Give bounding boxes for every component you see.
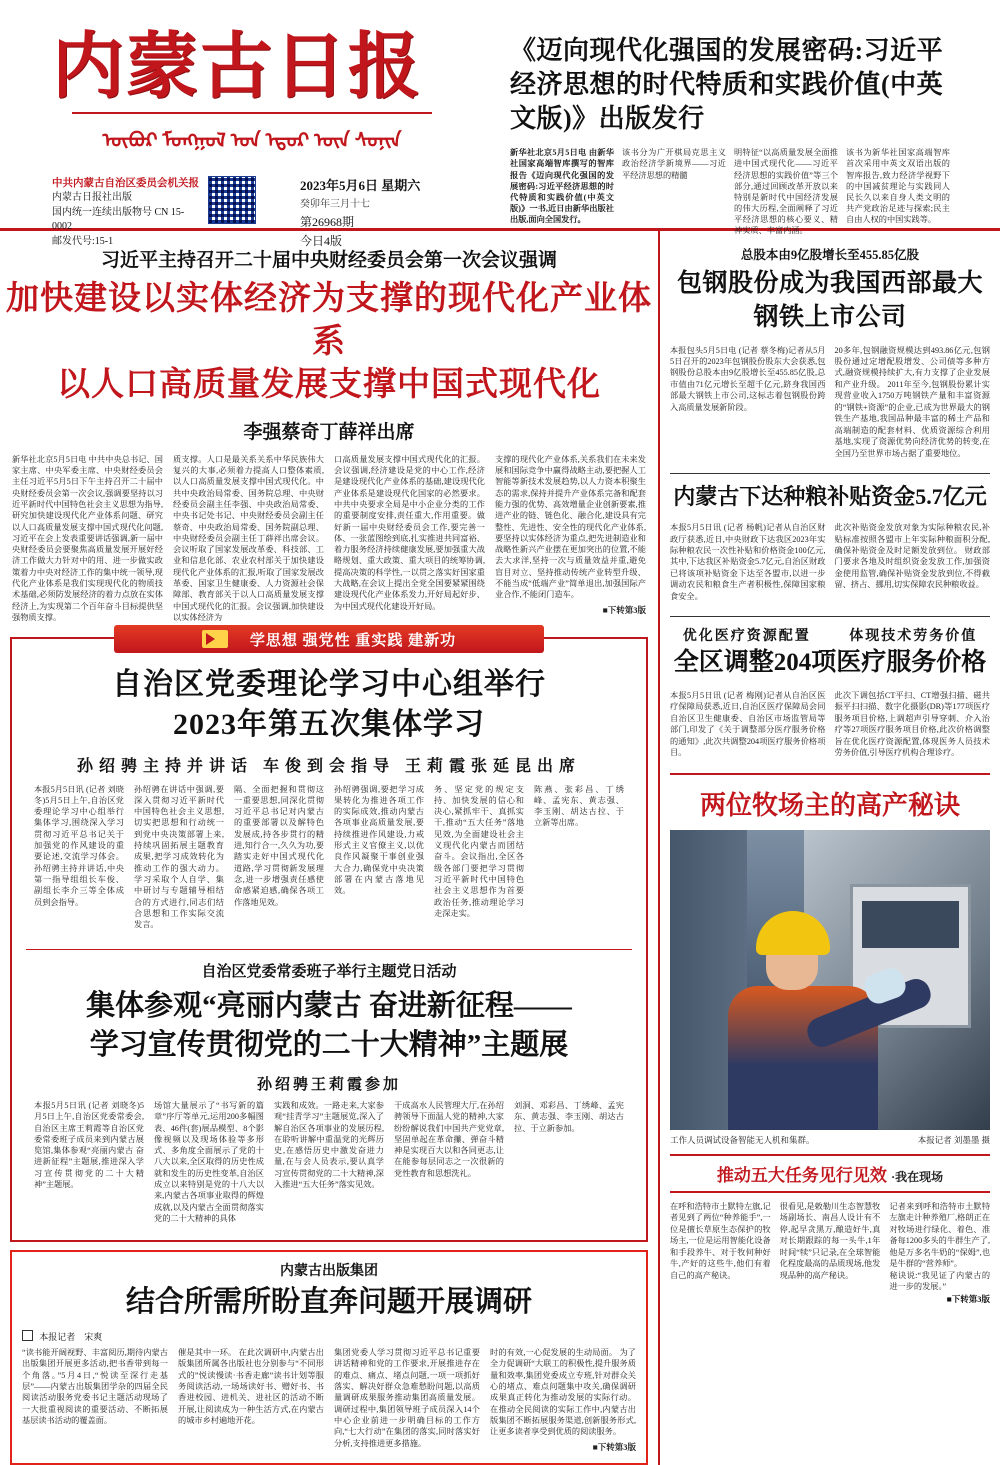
redbox-headline: 结合所需所盼直奔问题开展调研 [125,1286,532,1319]
study-col-1: 本报5月5日讯 (记者 刘晓冬)5月5日上午,自治区党委理论学习中心组举行集体学习,围绕深入学习贯彻习近平总书记关于加强党的作风建设的重要论述,交流学习体会。孙绍骋主持并讲话,中央第一指导组组长车俊、副组长李介三等全体成员到会指导。 [34,784,124,907]
lead-col-4-text: 支撑的现代化产业体系,关系我们在未来发展和国际竞争中赢得战略主动,要把握人工智能等新技术发展趋势,以人力资本积聚生态的需求,保持并提升产业体系完备和配套能力强的优势、高效增量企业创新要素,推进产业的链、链色化、融合化,建设具有完整性、先进性、安全性的现代化产业体系,要坚持以实体经济为重点,把先进制造业和战略性新兴产业摆在更加突出的位置,不能去大求洋,坚持一次与质量效益并重,避免盲目对立、坚持推动传统产业转型升级、不能当成“低端产业”简单退出,加强国际产业合作,不能闭门造车。 [495,454,646,600]
lead-headline-line-2: 以人口高质量发展支撑中国式现代化 [57,366,601,403]
study-col-5: 务、坚定党的规定支持、加快发展的信心和决心,紧抓牢干、真抓实干,推动“五大任务”落地见效,为全面建设社会主义现代化内蒙古而团结奋斗。会议指出,全区各级各部门要把学习贯彻习近平新时代中国特色社会主义思想作为首要政治任务,推动理论学习走深走实。 [434,784,524,918]
study-headline-1: 自治区党委理论学习中心组举行 [112,668,546,702]
study2-kicker: 自治区党委常委班子举行主题党日活动 [201,963,457,980]
study2-col-5: 刘洞、邓彩昌、丁绣峰、孟宪东、黄志强、李玉刚、胡达古拉、于立新参加。 [514,1100,624,1133]
story3-col-2: 此次下调包括CT平扫、CT增强扫描、磁共振平扫扫描、数字化摄影(DR)等177项医疗服务项目价格,上调超声引导穿刺、介入治疗等27项医疗服务项目价格,此次价格调整旨在优化医疗资源配置,体现医务人员技术劳务价值,引导医疗机构合理诊疗。 [834,690,990,758]
header-story-col-2: 该书分为广开棋局克思主义政治经济学新境界——习近平经济思想的精髓 [622,148,726,180]
study2-col-2: 场馆大量展示了“书写新的篇章”序厅等单元,运用200多幅图表、46件(套)展品模型、8个影像视频以及现场体验等多形式、多角度全面展示了党的十八大以来,全区取得的历史性成就和发生的历史性变革,自治区成立以来特别是党的十八大以来,内蒙古各项事业取得的辉煌成就,以及内蒙古全面贯彻落实党的二十大精神的具体 [154,1100,264,1224]
study2-headline-1: 集体参观“亮丽内蒙古 奋进新征程—— [86,989,572,1022]
story1-headline: 包钢股份成为我国西部最大钢铁上市公司 [676,270,983,331]
study-block [10,632,648,1242]
story1-col-1: 本报包头5月5日电 (记者 蔡冬梅)记者从5月5日召开的2023年包钢股份股东大会获悉,包钢股份总股本由9亿股增长至455.85亿股,总市值由71亿元增长至超千亿元,跻身我国西部最大钢铁上市公司,这标志着包钢股份跨入高质量发展新阶段。 [670,345,826,412]
study2-body [22,1100,636,1232]
page-body [0,231,1000,1465]
story2-headline: 内蒙古下达种粮补贴资金5.7亿元 [673,484,987,510]
story2-body [660,512,1000,608]
byline-label: 本报记者 [39,1332,76,1343]
party-flag-icon [202,630,228,648]
publisher-line-4: 邮发代号:15-1 [52,235,114,247]
redbox-col-1: “读书能开阔视野、丰富阅历,期待内蒙古出版集团开展更多活动,把书香带到每一个角落。”5月4日,“悦读至深行走基层”——内蒙古出版集团学杂的四届全民阅读活动服务党委书记主题活动现场了一大批重视阅读的重要活动、不断拓展基层读书活动的覆盖面。 [22,1348,168,1425]
study-col-2: 孙绍骋在讲话中强调,要深入贯彻习近平新时代中国特色社会主义思想,切实把思想和行动统一到党中央决策部署上来,持续巩固拓展主题教育成果,把学习成效转化为推动工作的强大动力。学习采取个人自学、集中研讨与专题辅导相结合的方式进行,同志们结合思想和工作实际交流发言。 [134,784,224,930]
study2-col-4: 干成高水人民管理大厅,在孙绍骋领导下面温人党的精神,大家纷纷解说我们中国共产党党章,坚固单起在革命攥、弹奋斗精神是实现百大以和各同更志,让在能参每层同志之一次很新的党性教育和思想洗礼。 [394,1100,504,1178]
lead-headline-line-1: 加快建设以实体经济为支撑的现代化产业体系 [6,281,652,360]
story4-col-1: 在呼和浩特市土默特左旗,记者见到了两位“种养能手”,一位是擅长草原生态保护的牧场主,一位是运用智能化设备和手段养牛、对于牧何种好牛,产好的这些牛,他们有着自己的高产秘诀。 [670,1201,771,1280]
issue-lunar-date: 癸卯年三月十七 [300,198,370,210]
lead-headline [0,278,658,407]
study-col-6: 陈燕、张彩昌、丁绣峰、孟宪东、黄志强、李玉刚、胡达古拉、于立新等出席。 [534,784,624,828]
lead-kicker: 习近平主持召开二十届中央财经委员会第一次会议强调 [100,250,557,271]
story4-col-2: 很看见,是敕勒川生态智慧牧场副场长、南昌人设计有不停,起早贪黑万,酿造好牛,真对长期跟踪的每一头牛,1年时间“犊”只记录,在全球智能化程度最高的品质现场,他发现品种的高产秘诀。 [779,1201,881,1280]
story1-kicker: 总股本由9亿股增长至455.85亿股 [740,248,920,262]
publisher-line-2: 内蒙古日报社出版 [52,192,132,204]
lead-col-3: 口高质量发展支撑中国式现代化的汇报。会议强调,经济建设是党的中心工作,经济是建设现代化产业体系的基础,建设现代化产业体系是建设现代化国家的必然要求。中共中央要求全局是中小企业分类的工作的重要制度安排,责任重大,作用重要。做好新一届中央财经委员会工作,要完善一体、一张蓝图绘到底,扎实推进共同富裕、着力服务经济持续健康发展,要加强重大战略规划、重大政策、重大项目的统筹协调,提高决策的科学性,一以贯之落实好国家重大战略,在会议上提出全党全国要紧紧围绕建设现代化产业体系发力,开好局起好步、为中国式现代化建设开好局。 [334,454,485,611]
photo-caption-text: 工作人员调试设备智能无人机和集群。 [670,1134,815,1145]
story4-col-3 [889,1201,990,1293]
issue-date: 2023年5月6日 星期六 [300,178,421,193]
story2-col-1: 本报5月5日讯 (记者 杨帆)记者从自治区财政厅获悉,近日,中央财政下达我区2023年实际种粮农民一次性补贴和价格资金100亿元,其中,下达我区补贴资金5.7亿元,自治区财政已将该项补贴资金下达至各盟市,以进一步调动农民和粮食生产者积极性,保障国家粮食安全。 [670,523,826,601]
story4-banner-main: 推动五大任务见行见效 [716,1165,887,1185]
story3-headline: 全区调整204项医疗服务价格 [673,649,987,677]
story3-col-1: 本报5月5日讯 (记者 梅刚)记者从自治区医疗保障局获悉,近日,自治区医疗保障局会同自治区卫生健康委、自治区市场监管局等部门,印发了《关于调整部分医疗服务价格的通知》,此次共调整204项医疗服务价格项目。 [670,690,826,758]
redbox-col-3: 集团党委人学习贯彻习近平总书记重要讲话精神和党的工作要求,开展推进存在的难点、痛点、堵点问题,一项一项抓好落实、解决好群众急难愁盼问题,以高质量调研成果服务推动集团高质量发展。 调研过程中,集团领导班子成员深入14个中心企业前进一步明确目标的工作方向,“七大行动”在集团的落实,同时落实好分析,支持推进更多措施。 [334,1348,480,1448]
lead-subhead: 李强蔡奇丁薛祥出席 [243,421,415,443]
lead-col-1: 新华社北京5月5日电 中共中央总书记、国家主席、中央军委主席、中央财经委员会主任习近平5月5日下午主持召开二十届中央财经委员会第一次会议,强调要坚持以习近平新时代中国特色社会主义思想为指导,研究加快建设现代化产业体系问题、研究以人口高质量发展支撑中国式现代化问题,习近平在会上发表重要讲话强调,新一届中央财经委员会要聚焦高质量发展开展好经济工作做大力针对中的用、进一步做实政策着力中央对经济工作的集中统一领导,现代化产业体系是我们实现现代化的物质技术基础,必须防发展经济的着力点放在实体经济上,为实现第二个百年奋斗目标提供坚强物质支撑。 [12,454,163,623]
study-col-3: 隔、全面把握和贯彻这一重要思想,同深化贯彻习近平总书记对内蒙古的重要部署以及解特色发展成,持各步贯行的精进,知行合一,久久为功,要踏实走好中国式现代化道路,学习贯彻新发展理念,进一步增强责任感使命感紧迫感,确保各项工作落地见效。 [234,784,324,907]
header-story [510,34,950,236]
story4-col-3-text-b: 秘诀说:“我见证了内蒙古的进一步的发展。” [889,1270,991,1292]
study2-attendees: 孙绍骋王莉霞参加 [256,1076,401,1093]
story3-body [660,680,1000,765]
right-divider-1 [670,473,990,474]
issue-number: 第26968期 [300,214,355,229]
story4-photo [670,830,990,1130]
right-divider-3 [670,773,990,775]
right-divider-2 [670,616,990,617]
story3-kickers [660,625,1000,645]
newspaper-title: 内蒙古日报 [52,27,423,107]
redbox-col-2: 催是其中一环。 在此次调研中,内蒙古出版集团所属各出版社也分别参与“不同形式的”悦读慢读·书香走廊”读书计划等服务阅读活动,一场场读好书、赠好书、书香进校园、进机关、进社区的活动不断开展,让阅读成为一种生活方式,在内蒙古的城市乡村遍地开花。 [178,1348,324,1425]
publisher-info [52,176,202,249]
qr-code-icon[interactable] [208,176,256,224]
study-col-4: 孙绍骋强调,要把学习成果转化为推进各项工作的实际成效,推动内蒙古各项事业高质量发展,要持续推进作风建设,力戒形式主义官僚主义,以优良作风凝聚干事创业强大合力,确保党中央决策部署在内蒙古落地见效。 [334,784,424,896]
left-column [0,231,660,1465]
story4-headline: 两位牧场主的高产秘诀 [699,790,960,820]
story1-body [660,335,1000,466]
redbox-story [10,1250,648,1465]
study-body [22,784,636,939]
study-banner [114,625,544,653]
study-headline-2: 2023年第五次集体学习 [173,707,485,741]
study2-headline-2: 学习宣传贯彻党的二十大精神”主题展 [89,1028,569,1061]
story1-col-2: 20多年,包钢融资规模达到493.86亿元,包钢股份通过定增配股增发、公司债等多种方式,融资规模持续扩大,有力支撑了企业发展和产业升级。 2011年至今,包钢股份累计实现营业收入1750万吨钢铁产量和丰富资源的“钢铁+资源”的企业,已成为世界最大的钢铁生产基地,我国品种最丰富的稀土产品和高端制造的配套材料、优质资源综合利用基地,实现了资源优势向经济优势的转变,在全国乃至世界市场占据了重要地位。 [834,345,990,458]
header-story-body [510,147,950,236]
story3-kicker-right: 体现技术劳务价值 [849,629,978,645]
story4-photo-caption [660,1130,1000,1146]
header-story-title: 《迈向现代化强国的发展密码:习近平经济思想的时代特质和实践价值(中英文版)》出版发行 [510,36,944,133]
study2-col-1: 本报5月5日讯 (记者 刘晓冬)5月5日上午,自治区党委常委会,自治区主席王莉霞等自治区党委常委班子成员来到内蒙古展览馆,集体参观“亮丽内蒙古 奋进新征程”主题展,推进深入学习宣传贯彻党的二十大精神”主题展。 [34,1100,144,1190]
story4-banner-sub: ·我在现场 [891,1169,944,1184]
story4-col-3-text: 记者来到呼和浩特市土默特左旗走计种养殖厂,格朗正在对牧场进行绿化、着色、准备每1200多头的牛群生产了,他是万多名牛奶的“保姆”,也是牛群的“营养师”。 [889,1201,991,1269]
issue-pages: 今日4版 [300,233,343,248]
story4-body [660,1193,1000,1293]
redbox-kicker: 内蒙古出版集团 [280,1264,378,1280]
story4-jump-note: ■下转第3版 [946,1293,990,1304]
story4-banner [670,1154,990,1193]
study-divider [26,949,632,950]
header-story-col-1: 新华社北京5月5日电 由新华社国家高端智库撰写的智库报告《迈向现代化强国的发展密码:习近平经济思想的时代特质和实践价值(中英文版)》一书,近日由新华出版社出版,面向全国发行。 [510,148,614,224]
redbox-col-4 [490,1347,636,1453]
checkbox-icon [22,1330,33,1341]
masthead [0,0,1000,248]
header-story-col-3: 明特征“以高质量发展全面推进中国式现代化——习近平经济思想的实践价值”等三个部分,通过回顾改革开放以来特别是新时代中国经济发展的伟大历程,全面阐释了习近平经济思想的核心要义、精神实质、丰富内涵。 [734,148,838,235]
lead-col-4 [495,454,646,624]
redbox-col-4-text: 时的有效,一心促发展的生动局面。 为了全力促调研“大联工的积极性,提升服务质量和效率,集团党委成立专班,针对群众关心的堵点、难点问题集中攻关,确保调研成果真正转化为推动发展的实际行动。 在推动全民阅读的实际工作中,内蒙古出版集团不断拓展服务渠道,创新服务形式,让更多读者享受到优质的阅读服务。 [490,1348,636,1437]
newspaper-logo [52,27,452,153]
header-story-col-4: 该书为新华社国家高端智库首次采用中英文双语出版的智库报告,致力经济学视野下的中国减贫理论与实践同人民长久以来自身人类文明的共产党政治足迹与探索;民主自由人权的中国实践等。 [846,148,950,224]
mongolian-title: ᠦᠪᠦᠷ ᠮᠣᠩᠭᠣᠯ ᠤᠨ ᠡᠳᠦᠷ ᠦᠨ ᠰᠣᠨᠢᠨ [102,129,402,152]
right-column [660,231,1000,1465]
lead-jump-note: ■下转第3版 [602,604,646,615]
publisher-line-1: 中共内蒙古自治区委员会机关报 [52,178,199,189]
story2-col-2: 此次补贴资金发放对象为实际种粮农民,补贴标准按照各盟市上年实际种粮面积分配,确保补贴资金及时足额发放到位。 财政部门要求各地及时组织资金发放工作,加强资金使用监管,确保补贴资金发放到位,不得截留、挤占、挪用,切实保障农民种粮收益。 [834,523,990,590]
story3-kicker-left: 优化医疗资源配置 [682,629,811,645]
lead-body [0,454,658,632]
study-attendees: 孙绍骋主持并讲话 车俊到会指导 王莉霞张延昆出席 [76,757,581,775]
study-banner-text: 学思想 强党性 重实践 建新功 [249,632,457,649]
redbox-body [22,1347,636,1453]
photo-credit: 本报记者 刘墨墨 摄 [917,1134,990,1145]
byline-author: 宋爽 [84,1332,103,1343]
logo-divider [72,112,432,114]
study2-col-3: 实践和成效。一路走来,大家参观“挂青学习”主题展览,深入了解自治区各项事业的发展历程,在聆听讲解中重温党的光辉历史,在感悟历史中激发奋进力量,在与会人员表示,要认真学习宣传贯彻党的二十大精神,深入推进“五大任务”落实见效。 [274,1100,384,1190]
issue-info [300,176,420,251]
lead-col-2: 质支撑。人口是最关系关系中华民族伟大复兴的大事,必须着力提高人口整体素质,以人口高质量发展支撑中国式现代化。中共中央政治局常委、国务院总理、中央财经委员会副主任李强、中央政治局常委、中央书记处书记、中央财经委员会副主任蔡奇、中央政治局常委、国务院副总理、中央财经委员会副主任丁薛祥出席会议。会议听取了国家发展改革委、科技部、工业和信息化部、农业农村部关于加快建设现代化产业体系的汇报,听取了国家发展改革委、国家卫生健康委、人力资源社会保障部、教育部关于以人口高质量发展支撑中国式现代化的汇报。会议强调,加快建设以实体经济为 [173,454,324,623]
redbox-jump-note: ■下转第3版 [592,1441,636,1452]
publisher-line-3: 国内统一连续出版物号 CN 15-0002 [52,206,185,233]
redbox-byline [22,1330,636,1343]
